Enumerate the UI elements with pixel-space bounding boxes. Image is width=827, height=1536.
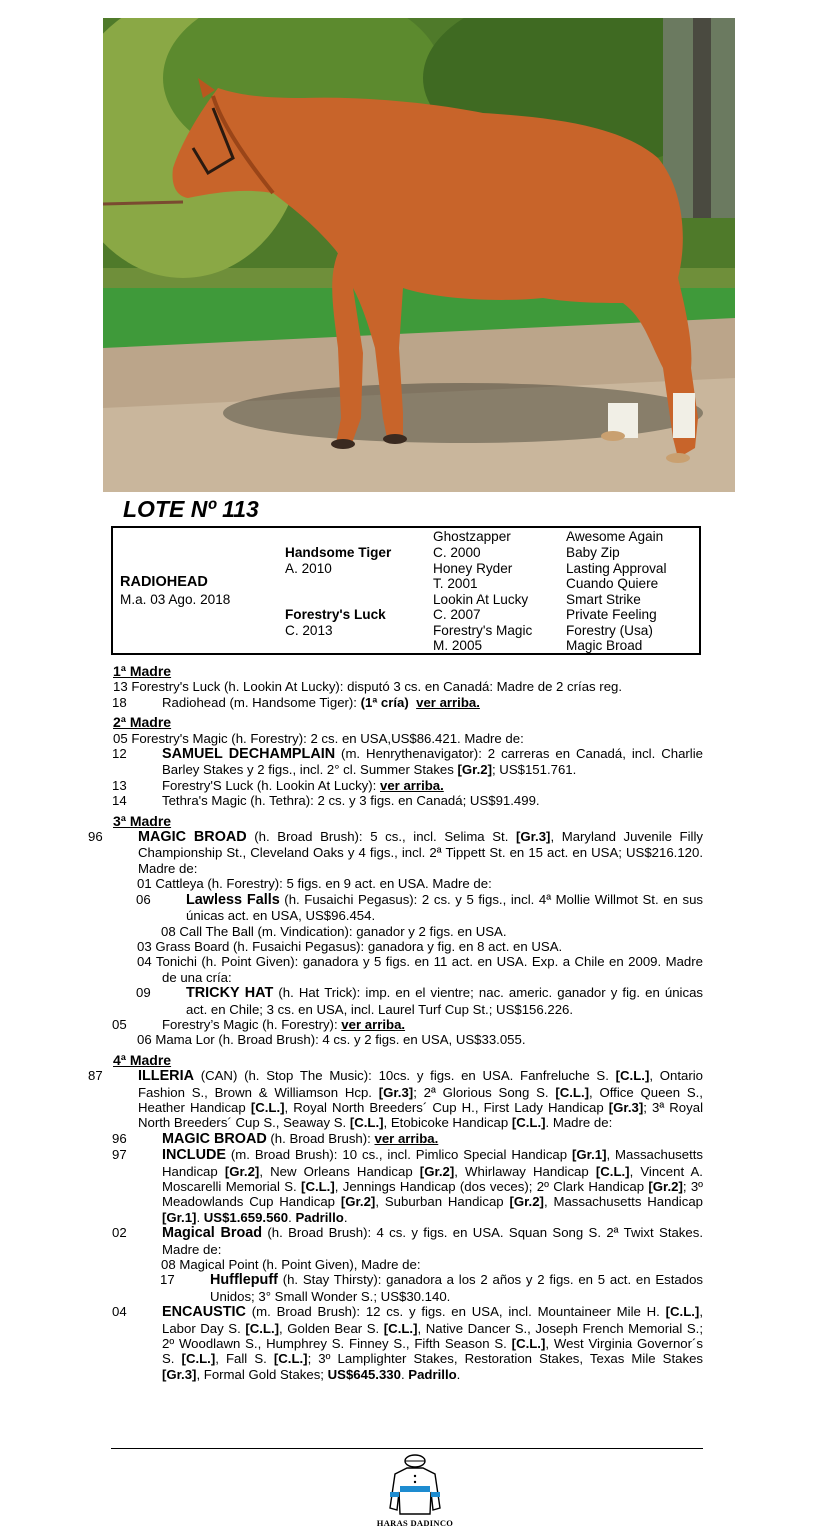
horse-photo: [103, 18, 735, 492]
gen4-entry: Cuando Quiere: [566, 576, 659, 591]
horse-name: RADIOHEAD: [120, 574, 208, 590]
entry-line: 02 Magical Broad (h. Broad Brush): 4 cs. y figs. en USA. Squan Song S. 2ª Twixt Stakes. Madre de:: [112, 1225, 703, 1257]
entry-line: 05 Forestry's Magic (h. Forestry): 2 cs. en USA,US$86.421. Madre de:: [113, 730, 524, 746]
gen4-entry: Smart Strike: [566, 592, 641, 607]
entry-line: 96 MAGIC BROAD (h. Broad Brush): ver arriba.: [112, 1130, 439, 1147]
gen3-entry: Ghostzapper: [433, 529, 511, 544]
entry-line: 96 MAGIC BROAD (h. Broad Brush): 5 cs., incl. Selima St. [Gr.3], Maryland Juvenile Filly Championship St., Cleveland Oaks y 4 figs., incl. 2ª Tippett St. en 15 act. en USA; US$216.120. Madre de:: [88, 829, 703, 876]
gen4-entry: Private Feeling: [566, 607, 657, 622]
gen4-entry: Baby Zip: [566, 545, 620, 560]
horse-photo-drawing: [103, 18, 735, 492]
sire-info: A. 2010: [285, 561, 332, 576]
jockey-silks-icon: [360, 1452, 470, 1518]
entry-line: 97 INCLUDE (m. Broad Brush): 10 cs., incl. Pimlico Special Handicap [Gr.1], Massachusetts Handicap [Gr.2], New Orleans Handicap [Gr.2], Whirlaway Handicap [C.L.], Vincent A. Moscarelli Memorial S. [C.L.], Jennings Handicap (dos veces); 2º Clark Handicap [Gr.2]; 3º Meadowlands Cup Handicap [Gr.2], Suburban Handicap [Gr.2], Massachusetts Handicap [Gr.1]. US$1.659.560. Padrillo.: [112, 1147, 704, 1225]
gen4-entry: Awesome Again: [566, 529, 664, 544]
entry-line: 87 ILLERIA (CAN) (h. Stop The Music): 10cs. y figs. en USA. Fanfreluche S. [C.L.], Ontario Fashion S., Brown & Williamson Hcp. [Gr.3]; 2ª Glorious Song S. [C.L.], Office Queen S., Heather Handicap [C.L.], Royal North Breeders´ Cup H., First Lady Handicap [Gr.3]; 3ª Royal North Breeders´ Cup S., Seaway S. [C.L.], Etobicoke Handicap [C.L.]. Madre de:: [88, 1068, 703, 1131]
entry-line: 17 Hufflepuff (h. Stay Thirsty): ganadora a los 2 años y 2 figs. en 5 act. en Estados Unidos; 3° Small Wonder S.; US$30.140.: [160, 1272, 703, 1304]
section-4a-madre: 4ª Madre: [113, 1051, 172, 1068]
ver-arriba-link[interactable]: ver arriba.: [374, 1130, 439, 1146]
entry-line: 06 Lawless Falls (h. Fusaichi Pegasus): 2 cs. y 5 figs., incl. 4ª Mollie Willmot St. en sus únicas act. en USA, US$96.454.: [136, 891, 703, 924]
gen3-entry: Lookin At Lucky: [433, 592, 529, 607]
horse-info: M.a. 03 Ago. 2018: [120, 592, 231, 607]
entry-line: 12 SAMUEL DECHAMPLAIN (m. Henrythenavigator): 2 carreras en Canadá, incl. Charlie Barley Stakes y 2 figs., incl. 2° cl. Summer Stakes [Gr.2]; US$151.761.: [112, 746, 703, 778]
gen3-entry: Forestry's Magic: [433, 623, 533, 638]
entry-line: 06 Mama Lor (h. Broad Brush): 4 cs. y 2 figs. en USA, US$33.055.: [137, 1032, 526, 1048]
entry-line: 03 Grass Board (h. Fusaichi Pegasus): ganadora y fig. en 8 act. en USA.: [137, 938, 563, 954]
entry-line: 08 Magical Point (h. Point Given), Madre de:: [161, 1257, 421, 1273]
lot-title: LOTE Nº 113: [123, 496, 259, 522]
gen3-entry: C. 2000: [433, 545, 481, 560]
entry-line: 13 Forestry'S Luck (h. Lookin At Lucky): ver arriba.: [112, 777, 444, 793]
family-text: [88, 663, 704, 1382]
haras-logo: [360, 1452, 470, 1532]
section-3a-madre: 3ª Madre: [113, 812, 172, 829]
gen4-entry: Lasting Approval: [566, 561, 667, 576]
entry-line: 01 Cattleya (h. Forestry): 5 figs. en 9 act. en USA. Madre de:: [137, 876, 492, 892]
pedigree-table: [111, 526, 701, 655]
sire-name: Handsome Tiger: [285, 545, 392, 560]
dam-name: Forestry's Luck: [285, 607, 386, 622]
gen3-entry: C. 2007: [433, 607, 481, 622]
footer-divider: [111, 1448, 703, 1449]
entry-line: 04 ENCAUSTIC (m. Broad Brush): 12 cs. y figs. en USA, incl. Mountaineer Mile H. [C.L.], Labor Day S. [C.L.], Golden Bear S. [C.L.], Native Dancer S., Joseph French Memorial S.; 2º Woodlawn S., Humphrey S. Finney S., Fifth Season S. [C.L.], West Virginia Governor´s S. [C.L.], Fall S. [C.L.]; 3º Lamplighter Stakes, Restoration Stakes, Texas Mile Stakes [Gr.3], Formal Gold Stakes; US$645.330. Padrillo.: [112, 1304, 704, 1382]
ver-arriba-link[interactable]: ver arriba.: [341, 1016, 406, 1032]
ver-arriba-link[interactable]: ver arriba.: [416, 694, 480, 710]
entry-line: 04 Tonichi (h. Point Given): ganadora y 5 figs. en 11 act. en USA. Exp. a Chile en 2009. Madre de una cría:: [137, 954, 703, 985]
entry-line: 13 Forestry's Luck (h. Lookin At Lucky): disputó 3 cs. en Canadá: Madre de 2 crías reg.: [113, 679, 623, 695]
gen3-entry: Honey Ryder: [433, 561, 513, 576]
entry-line: 08 Call The Ball (m. Vindication): ganador y 2 figs. en USA.: [161, 923, 507, 939]
entry-line: 05 Forestry’s Magic (h. Forestry): ver arriba.: [112, 1016, 406, 1032]
brand-name: HARAS DADINCO: [376, 1518, 454, 1528]
entry-line: 09 TRICKY HAT (h. Hat Trick): imp. en el vientre; nac. americ. ganador y fig. en únicas act. en Chile; 3 cs. en USA, incl. Laurel Turf Cup St.; US$156.226.: [136, 985, 703, 1017]
gen3-entry: T. 2001: [433, 576, 478, 591]
gen4-entry: Magic Broad: [566, 638, 643, 653]
entry-line: 18 Radiohead (m. Handsome Tiger): (1ª cría) ver arriba.: [112, 694, 480, 710]
section-2a-madre: 2ª Madre: [113, 714, 172, 731]
section-1a-madre: 1ª Madre: [113, 663, 172, 679]
gen4-entry: Forestry (Usa): [566, 623, 653, 638]
gen3-entry: M. 2005: [433, 638, 483, 653]
ver-arriba-link[interactable]: ver arriba.: [380, 777, 444, 793]
entry-line: 14 Tethra's Magic (h. Tethra): 2 cs. y 3 figs. en Canadá; US$91.499.: [112, 793, 540, 809]
dam-info: C. 2013: [285, 623, 333, 638]
